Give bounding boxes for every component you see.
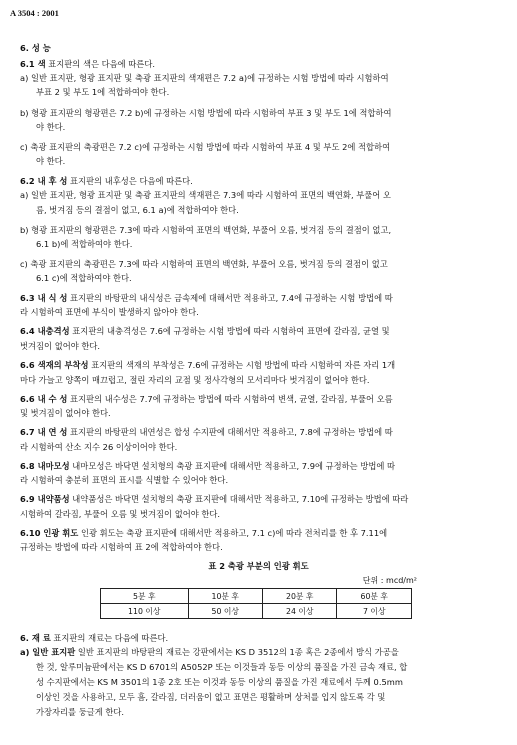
text-line — [20, 394, 393, 405]
clause-heading: 6.9 내약품성 — [20, 494, 70, 504]
clause-text: 내마모성은 바닥면 설치형의 축광 표지판에 대해서만 적용하고, 7.9에 규정하는 방법에 따 — [69, 461, 396, 471]
clause-text: 표지판의 내충격성은 7.6에 규정하는 시험 방법에 따라 시험하여 표면에 갈라짐, 균열 및 — [69, 326, 390, 336]
text-line — [20, 108, 392, 119]
clause-text: a) 일반 표지판, 형광 표지판 및 축광 표지판의 색재편은 7.2 a)에 규정하는 시험 방법에 따라 시험하여 — [20, 73, 389, 83]
table-unit: 단위 : mcd/m² — [362, 576, 417, 585]
text-line — [20, 176, 193, 187]
clause-text: 인광 휘도는 축광 표지판에 대해서만 적용하고, 7.1 c)에 따라 전처리를 한 후 7.11에 — [78, 528, 388, 538]
text-line — [20, 307, 199, 318]
text-line — [36, 87, 169, 98]
clause-heading: 6.6 색재의 부착성 — [20, 360, 89, 370]
clause-text: 규정하는 방법에 따라 시험하여 표 2에 적합하여야 한다. — [20, 542, 223, 552]
table-header-cell: 60분 후 — [337, 589, 412, 604]
clause-text: 6.1 b)에 적합하여야 한다. — [36, 239, 133, 249]
text-line — [20, 190, 391, 201]
clause-text: 야 한다. — [36, 156, 66, 166]
text-line — [20, 528, 387, 539]
text-line — [36, 273, 132, 284]
text-line — [20, 375, 370, 386]
clause-text: a) 일반 표지판, 형광 표지판 및 축광 표지판의 색재편은 7.3에 따라 시험하여 표면의 백연화, 부풀어 오 — [20, 190, 391, 200]
clause-heading: 6.7 내 연 성 — [20, 427, 68, 437]
text-line — [36, 122, 65, 133]
clause-heading: 6.2 내 후 성 — [20, 176, 68, 186]
text-line — [20, 461, 395, 472]
clause-text: 표지판의 바탕판의 내식성은 금속제에 대해서만 적용하고, 7.4에 규정하는 시험 방법에 따 — [67, 293, 393, 303]
clause-heading: a) 일반 표지판 — [20, 647, 76, 657]
clause-text: 내약품성은 바닥면 설치형의 축광 표지판에 대해서만 적용하고, 7.10에 규정하는 방법에 따라 — [69, 494, 409, 504]
clause-text: 라 시험하여 표면에 부식이 발생하지 않아야 한다. — [20, 307, 199, 317]
text-line — [20, 494, 408, 505]
text-line — [20, 408, 111, 419]
clause-text: 름, 벗겨짐 등의 결점이 없고, 6.1 a)에 적합하여야 한다. — [36, 205, 239, 215]
text-line — [36, 239, 132, 250]
clause-text: 시험하여 갈라짐, 부풀어 오름 및 벗겨짐이 없어야 한다. — [20, 509, 221, 519]
clause-text: c) 축광 표지판의 축광편은 7.3에 따라 시험하여 표면의 백연화, 부풀어 오름, 벗겨짐 등의 결점이 없고 — [20, 259, 388, 269]
table-header-cell: 5분 후 — [101, 589, 189, 604]
text-line — [20, 59, 155, 70]
text-line — [20, 427, 393, 438]
clause-text: b) 형광 표지판의 형광편은 7.2 b)에 규정하는 시험 방법에 따라 시험하여 부표 3 및 부도 1에 적합하여 — [20, 108, 392, 118]
text-line — [36, 156, 65, 167]
clause-text: 라 시험하여 산소 지수 26 이상이어야 한다. — [20, 442, 178, 452]
text-line — [36, 662, 407, 673]
table-cell: 110 이상 — [101, 604, 189, 619]
clause-text: 일반 표지판의 바탕판의 재료는 강판에서는 KS D 3512의 1종 혹은 2종에서 방식 가공을 — [75, 647, 399, 657]
text-line — [20, 442, 177, 453]
clause-text: 한 것, 알루미늄판에서는 KS D 6701의 A5052P 또는 이것들과 동등 이상의 품질을 가진 금속 재료, 합 — [36, 662, 408, 672]
clause-text: 6.1 c)에 적합하여야 한다. — [36, 273, 132, 283]
clause-text: 야 한다. — [36, 122, 66, 132]
text-line — [20, 341, 100, 352]
text-line — [20, 360, 395, 371]
table-row — [101, 604, 412, 619]
text-line — [20, 633, 168, 644]
text-line — [36, 677, 403, 688]
clause-text: 표지판의 색재의 부착성은 7.6에 규정하는 시험 방법에 따라 시험하여 자른 자리 1개 — [88, 360, 396, 370]
clause-text: 표지판의 색은 다음에 따른다. — [45, 59, 155, 69]
text-line — [20, 647, 399, 658]
text-line — [20, 326, 390, 337]
table-header-cell: 20분 후 — [262, 589, 336, 604]
clause-text: 성 수지판에서는 KS M 3501의 1종 2호 또는 이것과 동등 이상의 품질을 가진 재료에서 두께 0.5mm — [36, 677, 403, 687]
clause-heading: 6.8 내마모성 — [20, 461, 70, 471]
clause-text: 표지판의 내후성은 다음에 따른다. — [67, 176, 193, 186]
clause-heading: 6.6 내 수 성 — [20, 394, 68, 404]
text-line — [20, 259, 388, 270]
clause-heading: 6.3 내 식 성 — [20, 293, 68, 303]
clause-text: 표지판의 재료는 다음에 따른다. — [50, 633, 169, 643]
clause-heading: 6. 재 료 — [20, 633, 51, 643]
text-line — [20, 509, 220, 520]
clause-text: c) 축광 표지판의 축광편은 7.2 c)에 규정하는 시험 방법에 따라 시험하여 부표 4 및 부도 2에 적합하여 — [20, 142, 391, 152]
clause-heading: 6.1 색 — [20, 59, 46, 69]
text-line — [20, 225, 391, 236]
clause-text: 라 시험하여 충분히 표면의 표시를 식별할 수 있어야 한다. — [20, 475, 229, 485]
table-cell: 50 이상 — [188, 604, 262, 619]
clause-text: 마다 가늘고 양쪽이 매끄럽고, 절린 자리의 교점 및 정사각형의 모서리마다 벗겨짐이 없어야 한다. — [20, 375, 370, 385]
clause-text: 및 벗겨짐이 없어야 한다. — [20, 408, 111, 418]
text-line — [20, 142, 390, 153]
clause-text: 표지판의 바탕판의 내연성은 합성 수지판에 대해서만 적용하고, 7.8에 규정하는 방법에 따 — [67, 427, 393, 437]
document-id: A 3504 : 2001 — [10, 8, 59, 18]
text-line — [36, 707, 124, 718]
text-line — [20, 293, 393, 304]
clause-text: 이상인 것을 사용하고, 모두 흠, 갈라짐, 더러움이 없고 표면은 평활하며 상처를 입지 않도록 각 및 — [36, 692, 386, 702]
clause-text: 부표 2 및 부도 1에 적합하여야 한다. — [36, 87, 170, 97]
table-header-row — [101, 589, 412, 604]
clause-text: 가장자리를 둥글게 한다. — [36, 707, 125, 717]
text-line — [20, 542, 223, 553]
clause-heading: 6.4 내충격성 — [20, 326, 70, 336]
text-line — [20, 73, 389, 84]
clause-text: 벗겨짐이 없어야 한다. — [20, 341, 101, 351]
table-caption: 표 2 축광 부분의 인광 휘도 — [208, 561, 309, 571]
clause-text: b) 형광 표지판의 형광편은 7.3에 따라 시험하여 표면의 백연화, 부풀어 오름, 벗겨짐 등의 결점이 없고, — [20, 225, 392, 235]
text-line — [20, 43, 51, 54]
clause-text: 표지판의 내수성은 7.7에 규정하는 방법에 따라 시험하여 변색, 균열, 갈라짐, 부풀어 오름 — [67, 394, 393, 404]
table-header-cell: 10분 후 — [188, 589, 262, 604]
text-line — [36, 205, 239, 216]
clause-text: 6. 성 능 — [20, 43, 51, 53]
table-cell: 24 이상 — [262, 604, 336, 619]
text-line — [20, 475, 228, 486]
text-line — [36, 692, 385, 703]
clause-heading: 6.10 인광 휘도 — [20, 528, 79, 538]
luminance-table — [100, 588, 412, 619]
table-cell: 7 이상 — [337, 604, 412, 619]
